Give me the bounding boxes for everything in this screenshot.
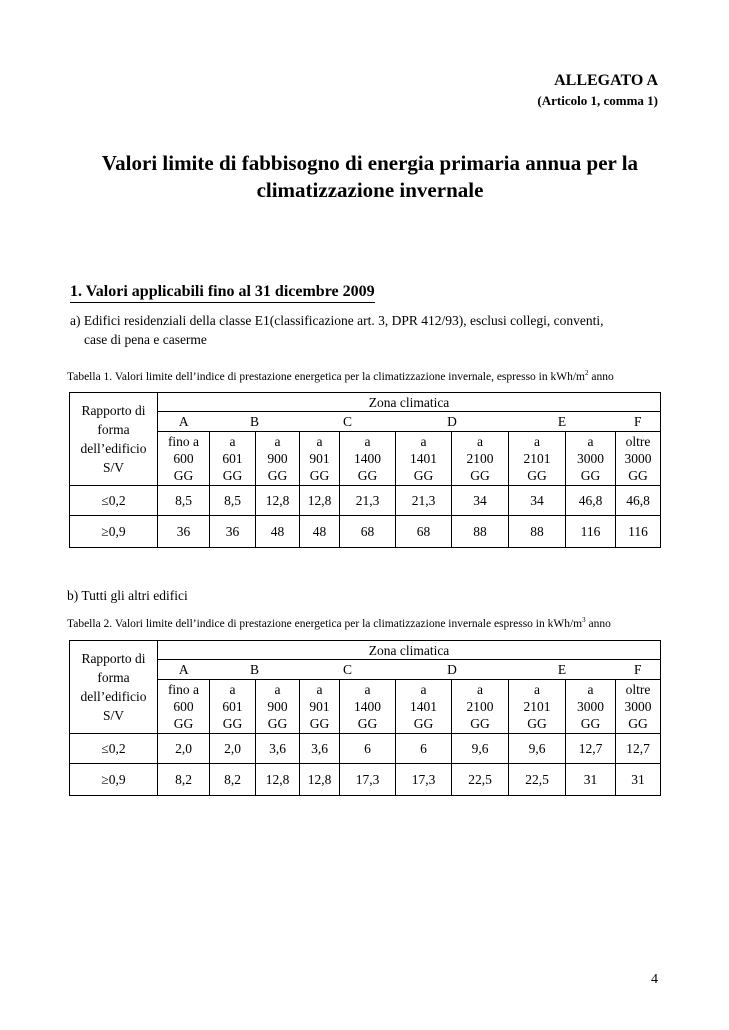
value-cell: 8,5 <box>210 486 256 516</box>
value-cell: 68 <box>340 516 396 548</box>
annex-label: ALLEGATO A <box>554 72 658 89</box>
row-header-line-4: S/V <box>102 708 124 723</box>
table-2 <box>69 640 661 796</box>
value-cell: 46,8 <box>566 486 616 516</box>
value-cell: 21,3 <box>396 486 452 516</box>
gg-header: a 900 GG <box>256 680 300 734</box>
value-cell: 12,7 <box>616 734 661 764</box>
value-cell: 36 <box>210 516 256 548</box>
page-title-line-1: Valori limite di fabbisogno di energia primaria annua per la <box>101 151 639 175</box>
value-cell: 31 <box>566 764 616 796</box>
value-cell: 8,2 <box>158 764 210 796</box>
value-cell: 48 <box>256 516 300 548</box>
gg-header: a 2101 GG <box>509 432 566 486</box>
value-cell: 88 <box>509 516 566 548</box>
gg-header: a 1401 GG <box>396 680 452 734</box>
gg-header: a 1401 GG <box>396 432 452 486</box>
zone-e: E <box>557 414 567 429</box>
gg-header: oltre 3000 GG <box>616 680 661 734</box>
row-header-line-1: Rapporto di <box>81 651 146 666</box>
item-a-line-1: a) Edifici residenziali della classe E1(classificazione art. 3, DPR 412/93), esclusi collegi, conventi, <box>70 313 604 328</box>
table-1-caption <box>67 371 614 383</box>
zone-title: Zona climatica <box>158 393 661 412</box>
zone-d: D <box>447 662 457 677</box>
value-cell: 116 <box>566 516 616 548</box>
section-1-heading: 1. Valori applicabili fino al 31 dicembre 2009 <box>70 283 375 303</box>
sv-label: ≥0,9 <box>70 516 158 548</box>
value-cell: 2,0 <box>158 734 210 764</box>
value-cell: 116 <box>616 516 661 548</box>
value-cell: 22,5 <box>452 764 509 796</box>
gg-header: a 3000 GG <box>566 680 616 734</box>
zone-f: F <box>634 414 642 429</box>
gg-header: a 901 GG <box>300 680 340 734</box>
table-2-caption-unit: anno <box>585 618 611 630</box>
gg-header: a 900 GG <box>256 432 300 486</box>
gg-header: fino a 600 GG <box>158 680 210 734</box>
row-header-line-3: dell’edificio <box>80 441 147 456</box>
sv-label: ≤0,2 <box>70 734 158 764</box>
row-header <box>70 641 158 734</box>
table-1-caption-text: Tabella 1. Valori limite dell’indice di prestazione energetica per la climatizzazione invernale, espresso in kWh/m <box>67 371 585 383</box>
table-1-caption-exponent: 2 <box>584 369 589 378</box>
zone-e: E <box>557 662 567 677</box>
article-reference: (Articolo 1, comma 1) <box>537 93 658 108</box>
gg-header: fino a 600 GG <box>158 432 210 486</box>
zone-d: D <box>447 414 457 429</box>
gg-header: oltre 3000 GG <box>616 432 661 486</box>
gg-header: a 601 GG <box>210 680 256 734</box>
value-cell: 3,6 <box>300 734 340 764</box>
page-title <box>70 150 670 204</box>
value-cell: 48 <box>300 516 340 548</box>
gg-header: a 1400 GG <box>340 680 396 734</box>
value-cell: 17,3 <box>396 764 452 796</box>
value-cell: 21,3 <box>340 486 396 516</box>
table-2-caption-text: Tabella 2. Valori limite dell’indice di prestazione energetica per la climatizzazione invernale espresso in kWh/m <box>67 618 583 630</box>
value-cell: 88 <box>452 516 509 548</box>
zone-a: A <box>178 662 189 677</box>
row-header-line-1: Rapporto di <box>81 403 146 418</box>
table-2-caption-exponent: 3 <box>582 616 586 625</box>
row-header-line-2: forma <box>97 422 130 437</box>
zone-a: A <box>178 414 189 429</box>
zone-title: Zona climatica <box>158 641 661 660</box>
row-header-line-2: forma <box>97 670 130 685</box>
section-1-item-a <box>70 311 662 349</box>
value-cell: 31 <box>616 764 661 796</box>
value-cell: 6 <box>396 734 452 764</box>
zone-f: F <box>634 662 642 677</box>
value-cell: 8,5 <box>158 486 210 516</box>
item-a-line-2: case di pena e caserme <box>84 332 207 347</box>
gg-header: a 2101 GG <box>509 680 566 734</box>
value-cell: 36 <box>158 516 210 548</box>
value-cell: 12,8 <box>300 486 340 516</box>
value-cell: 9,6 <box>509 734 566 764</box>
value-cell: 12,8 <box>300 764 340 796</box>
row-header <box>70 393 158 486</box>
zone-b: B <box>249 662 259 677</box>
value-cell: 46,8 <box>616 486 661 516</box>
value-cell: 34 <box>452 486 509 516</box>
table-1-caption-unit: anno <box>588 371 614 383</box>
value-cell: 12,8 <box>256 486 300 516</box>
value-cell: 22,5 <box>509 764 566 796</box>
row-header-line-4: S/V <box>102 460 124 475</box>
value-cell: 8,2 <box>210 764 256 796</box>
sv-label: ≤0,2 <box>70 486 158 516</box>
sv-label: ≥0,9 <box>70 764 158 796</box>
value-cell: 68 <box>396 516 452 548</box>
value-cell: 34 <box>509 486 566 516</box>
table-2-caption <box>67 618 611 630</box>
gg-header: a 3000 GG <box>566 432 616 486</box>
gg-header: a 2100 GG <box>452 432 509 486</box>
value-cell: 17,3 <box>340 764 396 796</box>
gg-header: a 601 GG <box>210 432 256 486</box>
value-cell: 12,7 <box>566 734 616 764</box>
value-cell: 6 <box>340 734 396 764</box>
value-cell: 3,6 <box>256 734 300 764</box>
gg-header: a 901 GG <box>300 432 340 486</box>
zone-c: C <box>342 662 352 677</box>
page-number: 4 <box>651 972 658 987</box>
gg-header: a 1400 GG <box>340 432 396 486</box>
page-title-line-2: climatizzazione invernale <box>256 178 484 202</box>
value-cell: 2,0 <box>210 734 256 764</box>
gg-header: a 2100 GG <box>452 680 509 734</box>
zone-b: B <box>249 414 259 429</box>
value-cell: 12,8 <box>256 764 300 796</box>
section-b-heading: b) Tutti gli altri edifici <box>67 588 188 603</box>
row-header-line-3: dell’edificio <box>80 689 147 704</box>
table-1 <box>69 392 661 548</box>
value-cell: 9,6 <box>452 734 509 764</box>
zone-c: C <box>342 414 352 429</box>
